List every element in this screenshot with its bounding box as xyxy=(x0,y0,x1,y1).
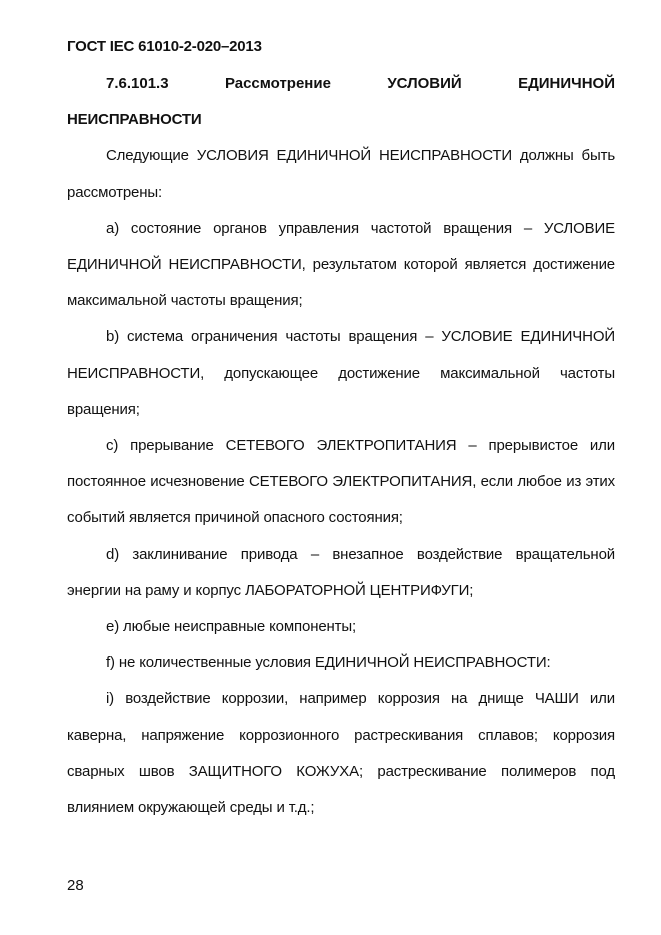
section-heading-word: УСЛОВИЙ xyxy=(387,75,462,92)
list-item-a: a) состояние органов управления частотой вращения – УСЛОВИЕ ЕДИНИЧНОЙ НЕИСПРАВНОСТИ, результатом которой является достижение максимальной частоты вращения; xyxy=(67,219,615,310)
section-heading-word: ЕДИНИЧНОЙ xyxy=(518,75,615,92)
list-item-d: d) заклинивание привода – внезапное воздействие вращательной энергии на раму и корпус ЛАБОРАТОРНОЙ ЦЕНТРИФУГИ; xyxy=(67,545,615,599)
section-heading-continuation: НЕИСПРАВНОСТИ xyxy=(67,111,202,129)
section-heading xyxy=(67,66,615,102)
list-item-e: e) любые неисправные компоненты; xyxy=(106,618,357,636)
page-number: 28 xyxy=(67,877,84,894)
list-item-f: f) не количественные условия ЕДИНИЧНОЙ НЕИСПРАВНОСТИ: xyxy=(106,654,551,672)
document-body xyxy=(67,66,615,826)
section-number: 7.6.101.3 xyxy=(106,75,169,92)
section-heading-word: Рассмотрение xyxy=(224,75,331,92)
paragraph-intro: Следующие УСЛОВИЯ ЕДИНИЧНОЙ НЕИСПРАВНОСТИ должны быть рассмотрены: xyxy=(67,147,615,201)
list-item-c: c) прерывание СЕТЕВОГО ЭЛЕКТРОПИТАНИЯ – прерывистое или постоянное исчезновение СЕТЕВОГО ЭЛЕКТРОПИТАНИЯ, если любое из этих событий является причиной опасного состояния; xyxy=(67,437,615,527)
list-item-i: i) воздействие коррозии, например коррозия на днище ЧАШИ или каверна, напряжение коррозионного растрескивания сплавов; коррозия сварных швов ЗАЩИТНОГО КОЖУХА; растрескивание полимеров под влиянием окружающей среды и т.д.; xyxy=(67,690,615,817)
list-item-b: b) система ограничения частоты вращения – УСЛОВИЕ ЕДИНИЧНОЙ НЕИСПРАВНОСТИ, допускающее достижение максимальной частоты вращения; xyxy=(67,328,615,418)
document-header: ГОСТ IEC 61010-2-020–2013 xyxy=(67,38,262,55)
